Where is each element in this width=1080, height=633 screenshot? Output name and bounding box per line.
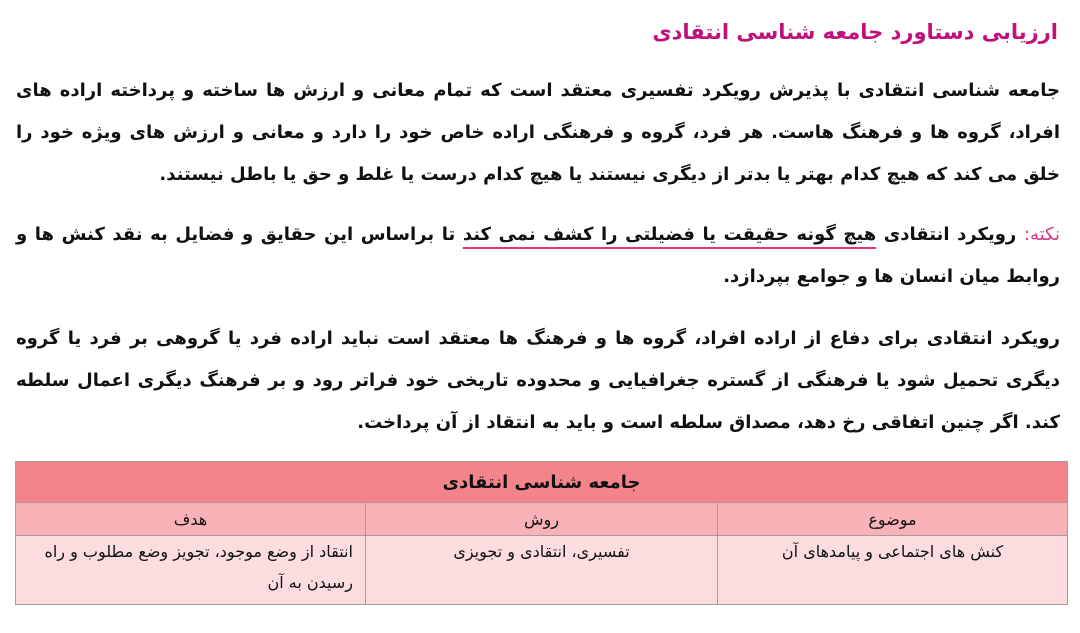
paragraph-interpretive-approach: [16, 70, 1060, 196]
paragraph-line: نیستند یا هیچ کدام درست یا غلط و حق یا باطل نیستند.: [159, 164, 647, 185]
table-cell-goal: انتقاد از وضع موجود، تجویز وضع مطلوب و راه رسیدن به آن: [16, 536, 366, 605]
note-paragraph: [16, 214, 1060, 298]
paragraph-domination: [16, 318, 1060, 444]
note-text-start: رویکرد انتقادی: [876, 224, 1017, 245]
paragraph-line: به انتقاد از آن پرداخت.: [357, 412, 560, 433]
paragraph-line: از گستره جغرافیایی و محدوده تاریخی خود فراتر رود و بر فرهنگ دیگری اعمال سلطه کند. اگر چنین اتفاقی رخ دهد، مصداق سلطه است و باید: [16, 370, 1060, 433]
paragraph-line: جامعه شناسی انتقادی با پذیرش رویکرد تفسیری معتقد است که تمام معانی و ارزش ها ساخته و پرداخته اراده های افراد، گروه ها و فرهنگ: [16, 80, 1060, 143]
table-title: جامعه شناسی انتقادی: [16, 462, 1068, 503]
table-header-goal: هدف: [16, 503, 366, 536]
table-header-subject: موضوع: [718, 503, 1068, 536]
paragraph-line: رویکرد انتقادی برای دفاع از اراده افراد، گروه ها و فرهنگ ها معتقد است نباید اراده فرد یا گروهی بر فرد یا گروه دیگری تحمیل شود یا فرهنگی: [16, 328, 1060, 391]
note-underlined-text: هیچ گونه حقیقت یا فضیلتی را کشف نمی کند: [462, 224, 877, 245]
table-cell-method: تفسیری، انتقادی و تجویزی: [366, 536, 718, 605]
section-heading: ارزیابی دستاورد جامعه شناسی انتقادی: [652, 20, 1058, 44]
note-line-2: جوامع بپردازد.: [723, 266, 851, 287]
note-label: نکته:: [1023, 224, 1060, 245]
critical-sociology-table: [15, 461, 1068, 605]
table-cell-subject: کنش های اجتماعی و پیامدهای آن: [718, 536, 1068, 605]
paragraph-line: هاست. هر فرد، گروه و فرهنگی اراده خاص خود را دارد و معانی و ارزش های ویژه خود را خلق می کند که هیچ کدام بهتر یا بدتر از دیگری: [16, 122, 1060, 185]
table-header-method: روش: [366, 503, 718, 536]
note-text-end: تا براساس این حقایق و فضایل به نقد کنش ها و روابط میان انسان ها و: [16, 224, 1060, 287]
